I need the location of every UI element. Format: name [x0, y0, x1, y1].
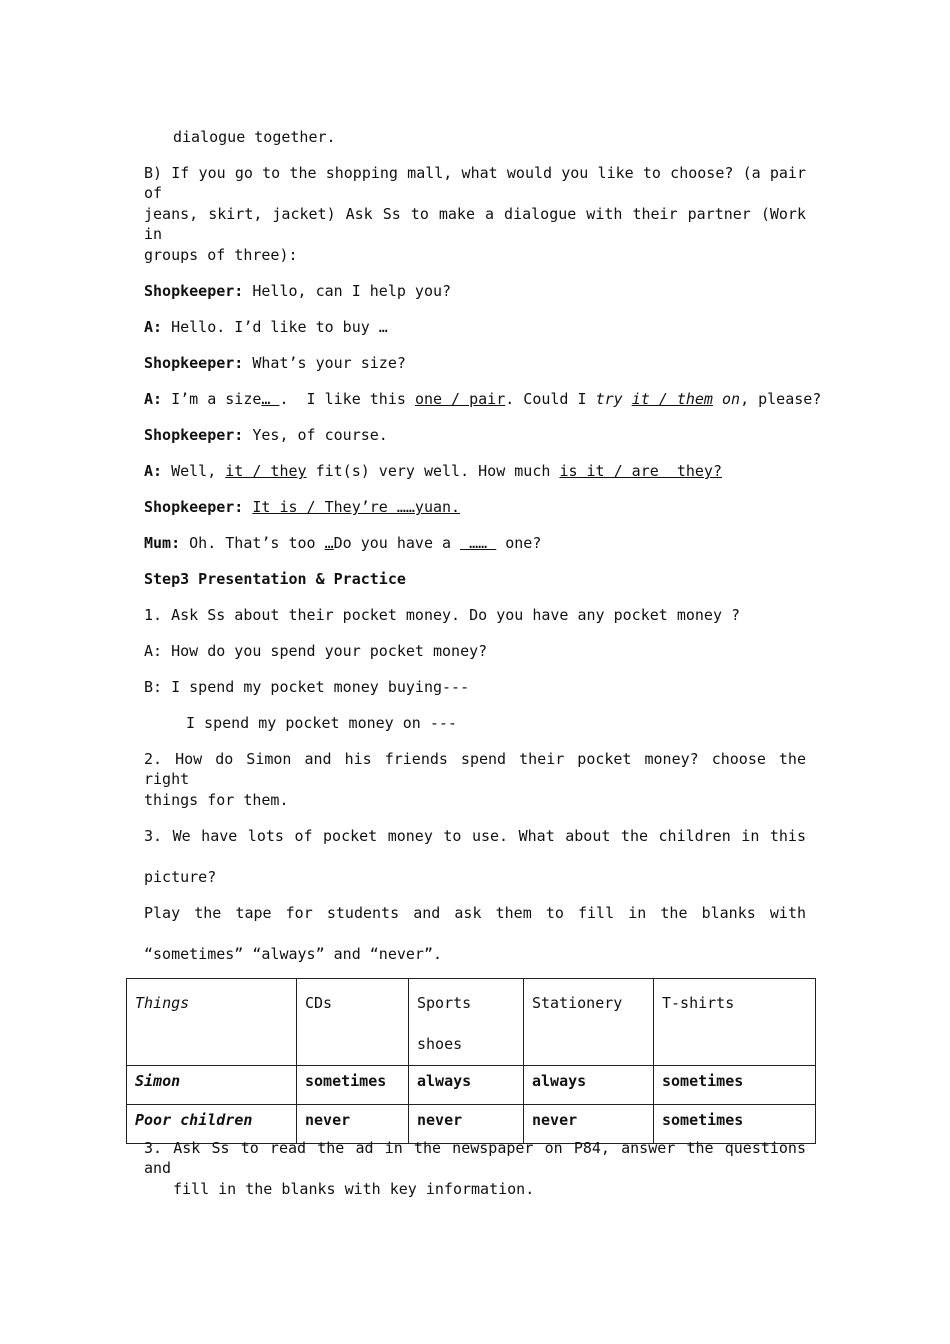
size-blank: …	[261, 390, 280, 408]
speaker-label: Shopkeeper:	[144, 498, 244, 516]
text-line: fill in the blanks with key information.	[173, 1180, 535, 1198]
table-cell: sometimes	[297, 1066, 409, 1105]
table-cell: always	[524, 1066, 654, 1105]
table-header-cell: Stationery	[524, 979, 654, 1066]
dots-blank: …	[324, 534, 334, 552]
text-line: things for them.	[144, 791, 289, 809]
table-header-cell: CDs	[297, 979, 409, 1066]
speaker-label: Shopkeeper:	[144, 282, 244, 300]
text-line: picture?	[144, 868, 217, 886]
speaker-label: Shopkeeper:	[144, 354, 244, 372]
text-line: Play the tape for students and ask them to fill in the blanks with	[144, 904, 806, 922]
space	[623, 390, 632, 408]
dialogue-text: . I like this	[279, 390, 415, 408]
space	[713, 390, 722, 408]
section-heading: Step3 Presentation & Practice	[144, 570, 406, 588]
choice-it-them: it / them	[631, 390, 713, 408]
table-cell: sometimes	[654, 1105, 816, 1144]
text-line: jeans, skirt, jacket) Ask Ss to make a dialogue with their partner (Work in	[144, 205, 806, 243]
dialogue-text: Do you have a	[333, 534, 461, 552]
text-line: A: How do you spend your pocket money?	[144, 642, 488, 660]
text-line: “sometimes” “always” and “never”.	[144, 945, 443, 963]
dialogue-line	[144, 389, 821, 409]
dialogue-text: fit(s) very well. How much	[306, 462, 560, 480]
speaker-label: Mum:	[144, 534, 181, 552]
text-line: B: I spend my pocket money buying---	[144, 678, 470, 696]
choice-one-pair: one / pair	[414, 390, 506, 408]
dialogue-line	[144, 497, 460, 517]
speaker-label: A:	[144, 390, 163, 408]
dialogue-text: Oh. That’s too	[180, 534, 325, 552]
table-cell: sometimes	[654, 1066, 816, 1105]
speaker-label: A:	[144, 462, 163, 480]
dialogue-line	[144, 281, 451, 301]
table-header-row	[127, 979, 816, 1066]
spending-table	[126, 978, 816, 1144]
text-line: 3. We have lots of pocket money to use. What about the children in this	[144, 827, 806, 845]
dialogue-text: , please?	[740, 390, 822, 408]
dialogue-text: Yes, of course.	[243, 426, 388, 444]
text-line: groups of three):	[144, 246, 298, 264]
dialogue-line	[144, 425, 388, 445]
text-line: 1. Ask Ss about their pocket money. Do you have any pocket money ?	[144, 606, 741, 624]
speaker-label: Shopkeeper:	[144, 426, 244, 444]
dialogue-line	[144, 533, 541, 553]
dialogue-text: What’s your size?	[243, 354, 406, 372]
table-cell: never	[409, 1105, 524, 1144]
phrase-on: on	[722, 390, 741, 408]
dialogue-text: one?	[496, 534, 542, 552]
dialogue-text: I’m a size	[162, 390, 262, 408]
table-cell: never	[524, 1105, 654, 1144]
text-line: 3. Ask Ss to read the ad in the newspaper on P84, answer the questions and	[144, 1139, 806, 1177]
choice-it-they: it / they	[225, 462, 307, 480]
table-cell: always	[409, 1066, 524, 1105]
phrase-try: try	[595, 390, 623, 408]
table-header-cell: Sports shoes	[409, 979, 524, 1066]
table-cell: Simon	[127, 1066, 297, 1105]
text-line: I spend my pocket money on ---	[186, 714, 457, 732]
dialogue-line	[144, 353, 406, 373]
table-header-cell: T-shirts	[654, 979, 816, 1066]
table-header-cell: Things	[127, 979, 297, 1066]
dialogue-line	[144, 317, 388, 337]
dialogue-text: Hello. I’d like to buy …	[162, 318, 388, 336]
choice-is-are: is it / are they?	[559, 462, 722, 480]
adjective-blank: ……	[460, 534, 497, 552]
table-cell: never	[297, 1105, 409, 1144]
text-line: 2. How do Simon and his friends spend their pocket money? choose the right	[144, 750, 806, 788]
table-row	[127, 1066, 816, 1105]
text-line: B) If you go to the shopping mall, what would you like to choose? (a pair of	[144, 164, 806, 202]
price-blank: It is / They’re ……yuan.	[252, 498, 461, 516]
dialogue-text: Well,	[162, 462, 226, 480]
table-cell: Poor children	[127, 1105, 297, 1144]
dialogue-text: Hello, can I help you?	[243, 282, 452, 300]
speaker-label: A:	[144, 318, 163, 336]
text-line: dialogue together.	[173, 128, 336, 146]
dialogue-text: . Could I	[505, 390, 596, 408]
dialogue-line	[144, 461, 722, 481]
